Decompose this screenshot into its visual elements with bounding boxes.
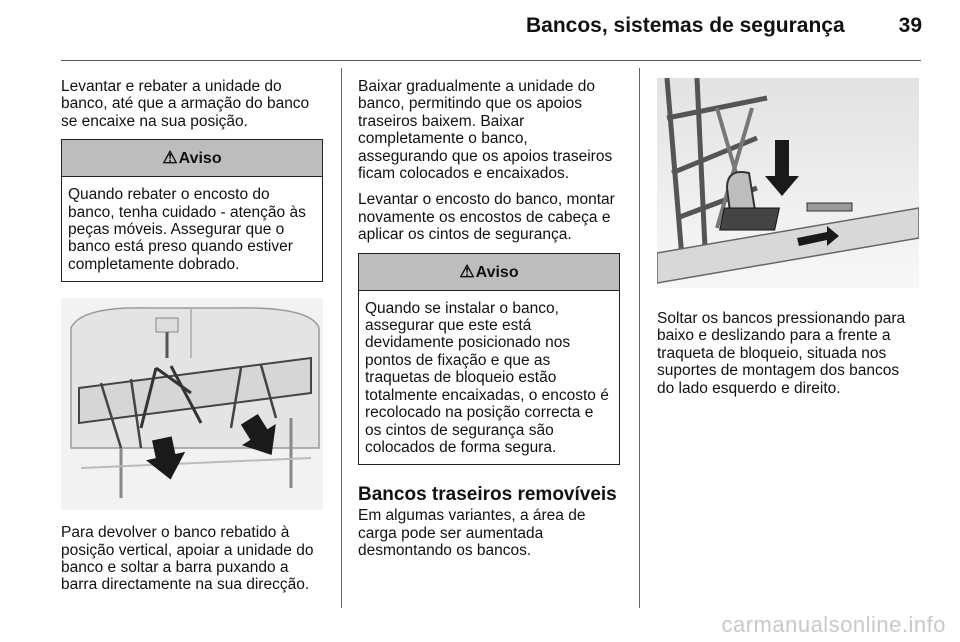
paragraph: Baixar gradualmente a unidade do banco, permitindo que os apoios traseiros baixem. Baixar completamente o banco, assegurando que os apoios traseiros ficam colocados e encaixados.: [358, 78, 613, 183]
paragraph: Soltar os bancos pressionando para baixo e deslizando para a frente a traqueta de bloqueio, situada nos suportes de montagem dos bancos do lado esquerdo e direito.: [657, 310, 906, 397]
warning-header: [359, 254, 619, 291]
warning-text: Quando se instalar o banco, assegurar que este está devidamente posicionado nos pontos de fixação e que as traquetas de bloqueio estão totalmente encaixadas, o encosto é recolocado na posição correcta e os cintos de segurança são colocados de forma segura.: [365, 299, 609, 456]
warning-title: Aviso: [178, 150, 222, 168]
paragraph: Para devolver o banco rebatido à posição vertical, apoiar a unidade do banco e soltar a barra puxando a barra directamente na sua direcção.: [61, 524, 314, 594]
paragraph: Em algumas variantes, a área de carga pode ser aumentada desmontando os bancos.: [358, 507, 586, 560]
header-title: Bancos, sistemas de segurança: [525, 14, 845, 37]
page-number: 39: [898, 14, 922, 37]
paragraph: Levantar o encosto do banco, montar novamente os encostos de cabeça e aplicar os cintos de segurança.: [358, 191, 615, 244]
section-title: Bancos traseiros removíveis: [358, 484, 617, 506]
seat-latch-illustration: [657, 78, 919, 288]
warning-box: [61, 139, 323, 282]
warning-header: [62, 140, 322, 177]
column-3: [657, 78, 919, 406]
column-divider-1: [341, 68, 342, 608]
warning-title: Aviso: [475, 263, 519, 281]
warning-triangle-icon: ⚠: [162, 148, 178, 168]
watermark: carmanualsonline.info: [721, 612, 946, 637]
warning-box: [358, 253, 620, 466]
warning-triangle-icon: ⚠: [459, 261, 475, 281]
warning-text: Quando rebater o encosto do banco, tenha cuidado - atenção às peças móveis. Assegurar que o banco está preso quando estiver completamente dobrado.: [68, 186, 306, 273]
column-1: [61, 78, 323, 603]
seat-fold-illustration: [61, 298, 323, 510]
page-header: [526, 14, 922, 38]
column-2: [358, 78, 620, 569]
column-divider-2: [639, 68, 640, 608]
paragraph: Levantar e rebater a unidade do banco, até que a armação do banco se encaixe na sua posição.: [61, 78, 310, 130]
header-rule: [61, 60, 921, 61]
